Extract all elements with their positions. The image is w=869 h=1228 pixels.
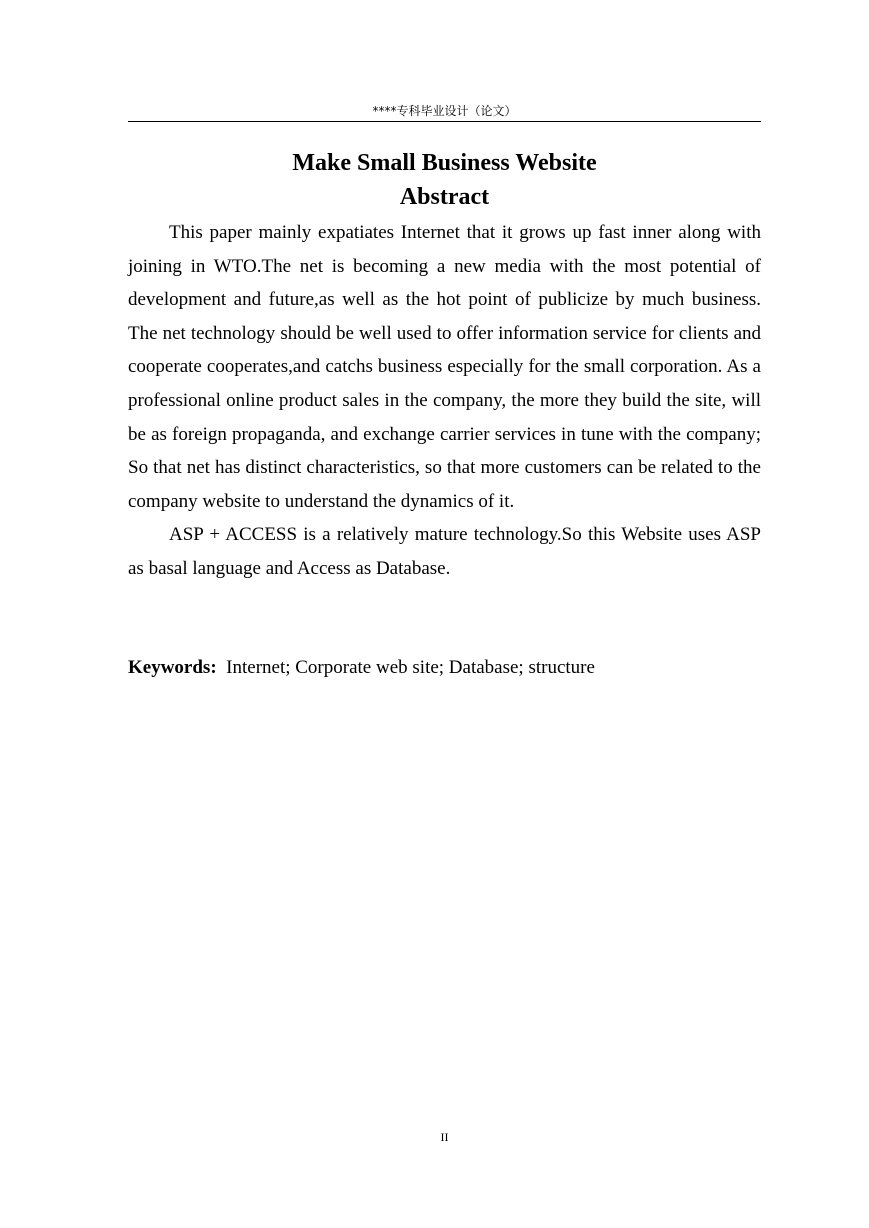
running-header: ****专科毕业设计（论文） [372,104,517,118]
keywords-value: Internet; Corporate web site; Database; structure [226,657,595,678]
abstract-paragraph: This paper mainly expatiates Internet that it grows up fast inner along with joining in WTO.The net is becoming a new media with the most potential of development and future,as well as the hot point of publicize by much business. The net technology should be well used to offer information service for clients and cooperate cooperates,and catchs business especially for the small corporation. As a professional online product sales in the company, the more they build the site, will be as foreign propaganda, and exchange carrier services in tune with the company; So that net has distinct characteristics, so that more customers can be related to the company website to understand the dynamics of it. [128,222,761,512]
abstract-heading: Abstract [399,184,490,210]
page-number: II [440,1130,449,1144]
document-title: Make Small Business Website [292,150,597,176]
keywords-label: Keywords: [128,657,217,678]
abstract-paragraph: ASP + ACCESS is a relatively mature technology.So this Website uses ASP as basal language and Access as Database. [128,524,761,579]
header-rule [128,121,761,122]
keywords-line [128,651,761,684]
abstract-body [128,216,761,586]
